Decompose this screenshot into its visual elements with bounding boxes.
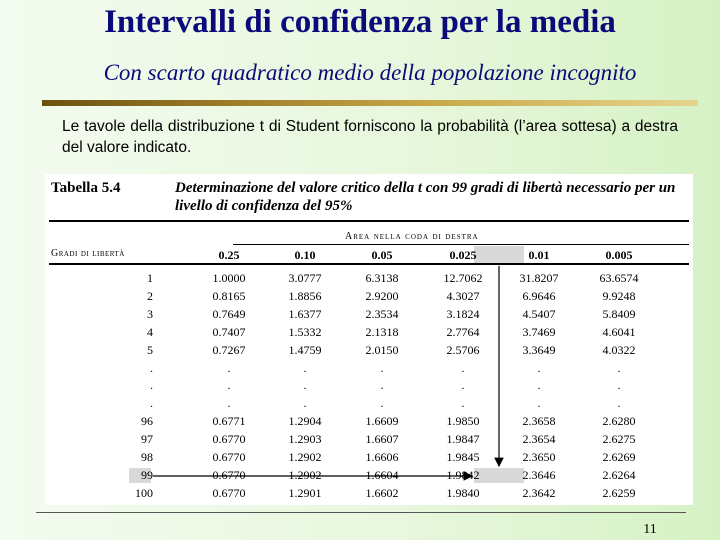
df-value: 3 — [147, 306, 153, 321]
slide-subtitle: Con scarto quadratico medio della popolazione incognito — [103, 60, 637, 85]
table-cell: 0.7649 — [212, 306, 246, 321]
table-cell: 1.9845 — [446, 450, 480, 464]
table-cell: 3.1824 — [446, 306, 480, 321]
t-student-table — [45, 174, 693, 505]
table-cell: 2.3650 — [522, 450, 556, 464]
table-cell: 1.9850 — [446, 414, 480, 429]
df-header: Gradi di libertà — [51, 248, 125, 259]
table-cell: . — [227, 396, 231, 411]
table-cell: . — [303, 360, 307, 375]
table-cell: . — [617, 360, 621, 375]
table-cell: . — [617, 396, 621, 411]
table-cell: 2.6264 — [602, 467, 636, 482]
table-cell: 1.6602 — [365, 485, 399, 500]
table-caption: Determinazione del valore critico della t con 99 gradi di libertà necessario per un livello di confidenza del 95% — [175, 180, 676, 214]
table-cell: 1.2904 — [288, 414, 322, 429]
table-cell: 1.2902 — [288, 467, 322, 482]
lookup-arrows — [45, 174, 693, 505]
table-cell: 2.3654 — [522, 432, 556, 447]
table-cell: 1.2903 — [288, 432, 322, 447]
table-cell: . — [227, 378, 231, 393]
table-cell: 1.2901 — [288, 485, 322, 500]
table-cell: 1.6604 — [365, 467, 399, 482]
table-cell: 1.9840 — [446, 485, 480, 500]
table-cell: 4.6041 — [602, 324, 636, 339]
table-cell: 2.3646 — [522, 467, 556, 482]
table-cell: 3.7469 — [522, 324, 556, 339]
table-cell: 2.6280 — [602, 414, 636, 429]
table-cell: 2.3642 — [522, 485, 556, 500]
page-number: 11 — [643, 522, 657, 537]
table-cell: 4.5407 — [522, 306, 556, 321]
table-cell: 4.3027 — [446, 288, 480, 303]
table-cell: 2.6269 — [602, 450, 636, 464]
table-cell: . — [303, 396, 307, 411]
table-cell: 1.6377 — [288, 306, 322, 321]
title-underline — [42, 100, 698, 106]
table-cell: 1.4759 — [288, 342, 322, 357]
table-cell: 0.6770 — [212, 485, 246, 500]
table-cell: 2.1318 — [365, 324, 399, 339]
column-header: 0.005 — [605, 248, 633, 262]
table-cell: 2.3534 — [365, 306, 399, 321]
slide-title: Intervalli di confidenza per la media — [104, 4, 616, 40]
table-cell: . — [461, 396, 465, 411]
df-value: 4 — [147, 324, 153, 339]
table-cell: 2.7764 — [446, 324, 480, 339]
table-cell: 6.3138 — [365, 271, 399, 285]
table-cell: 1.0000 — [212, 271, 246, 285]
table-cell: 0.6770 — [212, 467, 246, 482]
table-cell: 1.2902 — [288, 450, 322, 464]
table-cell: 1.9847 — [446, 432, 480, 447]
column-header: 0.10 — [294, 248, 316, 262]
table-cell: 5.8409 — [602, 306, 636, 321]
table-label: Tabella 5.4 — [51, 180, 121, 196]
table-cell: 0.8165 — [212, 288, 246, 303]
table-cell: . — [461, 360, 465, 375]
column-header: 0.05 — [371, 248, 393, 262]
table-cell: . — [461, 378, 465, 393]
table-cell: 0.7407 — [212, 324, 246, 339]
table-cell: 1.9842 — [446, 467, 480, 482]
table-cell: 1.6607 — [365, 432, 399, 447]
table-cell: 12.7062 — [443, 271, 483, 285]
df-value: 97 — [141, 432, 153, 447]
table-cell: 3.3649 — [522, 342, 556, 357]
df-value: 96 — [141, 414, 153, 429]
table-cell: . — [537, 360, 541, 375]
table-cell: 2.3658 — [522, 414, 556, 429]
table-cell: 2.9200 — [365, 288, 399, 303]
df-value: . — [150, 396, 153, 411]
column-header: 0.25 — [218, 248, 240, 262]
table-cell: 0.6770 — [212, 432, 246, 447]
table-cell: . — [537, 396, 541, 411]
table-cell: 2.5706 — [446, 342, 480, 357]
table-cell: 2.0150 — [365, 342, 399, 357]
df-value: 99 — [141, 467, 153, 482]
table-cell: . — [380, 396, 384, 411]
table-cell: 1.5332 — [288, 324, 322, 339]
table-cell: 63.6574 — [599, 271, 639, 285]
table-cell: 31.8207 — [519, 271, 559, 285]
table-cell: 0.6771 — [212, 414, 246, 429]
table-cell: . — [227, 360, 231, 375]
df-value: 100 — [135, 485, 153, 500]
table-cell: . — [380, 378, 384, 393]
table-cell: 4.0322 — [602, 342, 636, 357]
df-value: 98 — [141, 450, 153, 464]
table-cell: 3.0777 — [288, 271, 322, 285]
intro-paragraph: Le tavole della distribuzione t di Student forniscono la probabilità (l’area sottesa) a destra del valore indicato. — [62, 118, 678, 156]
table-cell: . — [380, 360, 384, 375]
area-header: Area nella coda di destra — [345, 231, 479, 242]
df-value: . — [150, 378, 153, 393]
table-cell: 6.9646 — [522, 288, 556, 303]
table-cell: . — [303, 378, 307, 393]
table-cell: 0.7267 — [212, 342, 246, 357]
df-value: 2 — [147, 288, 153, 303]
table-cell: 1.6606 — [365, 450, 399, 464]
table-cell: 0.6770 — [212, 450, 246, 464]
column-header: 0.025 — [449, 248, 477, 262]
table-cell: 1.6609 — [365, 414, 399, 429]
table-cell: 1.8856 — [288, 288, 322, 303]
table-cell: . — [617, 378, 621, 393]
table-cell: 2.6259 — [602, 485, 636, 500]
table-cell: . — [537, 378, 541, 393]
table-cell: 9.9248 — [602, 288, 636, 303]
df-value: 5 — [147, 342, 153, 357]
df-value: . — [150, 360, 153, 375]
df-value: 1 — [147, 271, 153, 285]
column-header: 0.01 — [528, 248, 550, 262]
footer-rule — [36, 512, 686, 513]
table-cell: 2.6275 — [602, 432, 636, 447]
